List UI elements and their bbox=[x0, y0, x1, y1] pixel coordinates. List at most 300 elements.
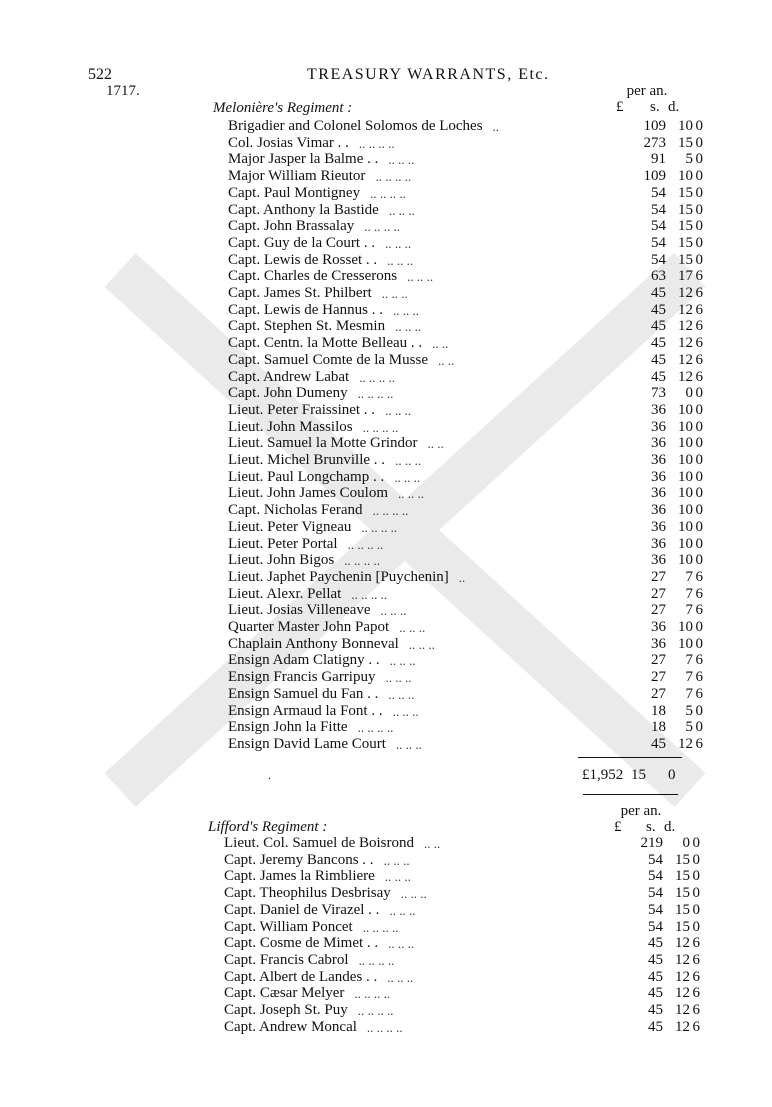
shillings-value: 12 bbox=[675, 1018, 690, 1035]
leader-dots: .. .. bbox=[423, 836, 441, 851]
pounds-value: 18 bbox=[651, 702, 666, 719]
pence-value: 0 bbox=[695, 435, 703, 452]
table-row bbox=[228, 318, 703, 335]
total-rule bbox=[578, 757, 682, 758]
officer-name: Capt. Anthony la Bastide bbox=[228, 201, 379, 218]
shillings-value: 7 bbox=[685, 602, 693, 619]
leader-dots: .. .. .. bbox=[385, 402, 412, 418]
officer-name: Capt. Guy de la Court . . bbox=[228, 234, 376, 251]
table-row bbox=[224, 935, 700, 952]
shillings-value: 10 bbox=[678, 418, 693, 435]
table-row bbox=[228, 585, 703, 603]
leader-dots: .. .. .. .. bbox=[358, 135, 395, 151]
leader-dots: .. .. .. .. bbox=[359, 369, 395, 385]
pence-value: 0 bbox=[695, 401, 703, 418]
shillings-value: 10 bbox=[678, 502, 693, 519]
shillings-value: 12 bbox=[678, 318, 693, 335]
pence-value: 0 bbox=[695, 635, 703, 652]
pounds-value: 36 bbox=[651, 502, 666, 519]
leader-dots: .. .. .. bbox=[407, 269, 434, 285]
leader-dots: .. .. .. .. bbox=[351, 586, 388, 602]
table-row bbox=[228, 435, 703, 452]
officer-name: Lieut. Japhet Paychenin [Puychenin] bbox=[228, 568, 449, 585]
pounds-value: 36 bbox=[651, 552, 666, 569]
table-row bbox=[224, 918, 700, 936]
shillings-value: 15 bbox=[678, 218, 693, 235]
pounds-value: 45 bbox=[651, 301, 666, 318]
table-row bbox=[228, 602, 703, 619]
table-row bbox=[228, 518, 703, 536]
shillings-value: 15 bbox=[678, 251, 693, 268]
shillings-value: 15 bbox=[675, 918, 690, 935]
pence-value: 6 bbox=[692, 935, 700, 952]
officer-name: Lieut. Peter Vigneau bbox=[228, 518, 352, 535]
shillings-value: 10 bbox=[678, 619, 693, 635]
pence-value: 6 bbox=[695, 301, 703, 318]
officer-name: Lieut. Peter Portal bbox=[228, 535, 338, 552]
shillings-value: 12 bbox=[678, 285, 693, 301]
pence-value: 6 bbox=[695, 602, 703, 619]
pounds-value: 63 bbox=[651, 268, 666, 285]
table-row bbox=[224, 1002, 700, 1019]
shillings-value: 12 bbox=[675, 985, 690, 1002]
pounds-value: 54 bbox=[648, 885, 663, 902]
pence-value: 0 bbox=[692, 851, 700, 868]
pounds-value: 45 bbox=[651, 318, 666, 335]
pounds-value: 45 bbox=[648, 1002, 663, 1018]
leader-dots: .. .. .. bbox=[398, 486, 424, 502]
shillings-value: 12 bbox=[678, 301, 693, 318]
pence-value: 0 bbox=[695, 468, 703, 485]
officer-name: Lieut. Col. Samuel de Boisrond bbox=[224, 835, 414, 851]
pounds-value: 54 bbox=[651, 184, 666, 201]
shillings-value: 15 bbox=[678, 201, 693, 218]
table-row bbox=[228, 535, 703, 553]
pounds-value: 54 bbox=[648, 868, 663, 885]
pounds-value: 36 bbox=[651, 485, 666, 502]
per-annum-header: per an. bbox=[626, 83, 668, 99]
leader-dots: .. .. .. bbox=[389, 653, 416, 669]
leader-dots: .. bbox=[492, 119, 500, 134]
pence-value: 0 bbox=[695, 234, 703, 251]
table-row bbox=[228, 351, 703, 369]
table-row bbox=[228, 368, 703, 386]
shillings-value: 10 bbox=[678, 168, 693, 185]
table-row bbox=[228, 184, 703, 202]
pence-value: 6 bbox=[692, 1002, 700, 1018]
table-row bbox=[224, 968, 700, 986]
leader-dots: .. .. .. bbox=[387, 969, 414, 985]
total-pounds: £1,952 bbox=[582, 767, 624, 783]
shillings-value: 10 bbox=[678, 485, 693, 502]
shillings-value: 15 bbox=[675, 868, 690, 885]
separator-rule bbox=[583, 794, 678, 795]
officer-name: Ensign Samuel du Fan . . bbox=[228, 685, 379, 702]
pounds-value: 45 bbox=[651, 735, 666, 752]
officer-name: Capt. Cæsar Melyer bbox=[224, 985, 345, 1002]
shillings-value: 7 bbox=[685, 652, 693, 669]
pounds-value: 27 bbox=[651, 669, 666, 686]
officer-name: Col. Josias Vimar . . bbox=[228, 134, 349, 151]
officer-name: Major Jasper la Balme . . bbox=[228, 151, 379, 168]
pounds-value: 54 bbox=[651, 218, 666, 235]
officer-name: Capt. Daniel de Virazel . . bbox=[224, 901, 380, 918]
pounds-value: 36 bbox=[651, 452, 666, 468]
pence-value: 0 bbox=[692, 835, 700, 851]
officer-name: Capt. Charles de Cresserons bbox=[228, 268, 398, 285]
pounds-value: 109 bbox=[643, 118, 666, 134]
shillings-header-2: s. bbox=[646, 819, 656, 835]
leader-dots: .. .. .. .. bbox=[357, 720, 394, 736]
shillings-value: 5 bbox=[685, 719, 693, 736]
officer-name: Capt. William Poncet bbox=[224, 918, 353, 935]
pence-value: 6 bbox=[695, 568, 703, 585]
leader-dots: .. .. .. bbox=[394, 469, 421, 485]
shillings-value: 5 bbox=[685, 151, 693, 168]
page-number: 522 bbox=[88, 66, 112, 83]
pounds-value: 36 bbox=[651, 518, 666, 535]
officer-name: Capt. Centn. la Motte Belleau . . bbox=[228, 335, 423, 352]
table-row bbox=[224, 951, 700, 969]
officer-name: Capt. Albert de Landes . . bbox=[224, 968, 378, 985]
table-row bbox=[228, 418, 703, 436]
table-row bbox=[228, 335, 703, 352]
leader-dots: .. .. .. .. bbox=[347, 536, 384, 552]
officer-name: Ensign David Lame Court bbox=[228, 735, 386, 752]
officer-name: Capt. Paul Montigney bbox=[228, 184, 361, 201]
leader-dots: .. .. .. bbox=[400, 886, 427, 902]
pounds-value: 27 bbox=[651, 585, 666, 602]
table-row bbox=[228, 234, 703, 252]
leader-dots: .. .. .. .. bbox=[375, 169, 412, 185]
officer-name: Lieut. John Massilos bbox=[228, 418, 353, 435]
leader-dots: .. .. .. .. bbox=[344, 553, 381, 569]
pence-value: 0 bbox=[695, 151, 703, 168]
table-row bbox=[228, 118, 703, 135]
officer-name: Chaplain Anthony Bonneval bbox=[228, 635, 399, 652]
pence-value: 0 bbox=[695, 502, 703, 519]
shillings-value: 10 bbox=[678, 518, 693, 535]
pence-value: 6 bbox=[695, 351, 703, 368]
leader-dots: .. .. .. bbox=[384, 869, 411, 885]
leader-dots: .. .. .. .. bbox=[370, 185, 406, 201]
pounds-value: 36 bbox=[651, 401, 666, 418]
shillings-value: 15 bbox=[678, 134, 693, 151]
pounds-value: 91 bbox=[651, 151, 666, 168]
shillings-value: 12 bbox=[678, 735, 693, 752]
leader-dots: .. .. .. .. bbox=[357, 1003, 394, 1018]
leader-dots: .. .. .. bbox=[381, 286, 408, 301]
table-row bbox=[228, 568, 703, 586]
shillings-value: 10 bbox=[678, 535, 693, 552]
pence-header-2: d. bbox=[664, 819, 676, 835]
officer-name: Ensign John la Fitte bbox=[228, 719, 348, 736]
officer-name: Lieut. John Bigos bbox=[228, 552, 335, 569]
leader-dots: .. .. .. bbox=[388, 686, 415, 702]
leader-dots: .. .. .. bbox=[395, 453, 422, 468]
shillings-value: 15 bbox=[675, 885, 690, 902]
shillings-value: 12 bbox=[675, 968, 690, 985]
pounds-value: 45 bbox=[648, 951, 663, 968]
pounds-value: 36 bbox=[651, 619, 666, 635]
pounds-value: 54 bbox=[648, 918, 663, 935]
pence-value: 0 bbox=[695, 518, 703, 535]
leader-dots: .. .. .. bbox=[387, 252, 414, 268]
pounds-header: £ bbox=[616, 99, 624, 115]
officer-name: Lieut. Peter Fraissinet . . bbox=[228, 401, 376, 418]
pence-value: 0 bbox=[695, 535, 703, 552]
shillings-value: 7 bbox=[685, 585, 693, 602]
table-row bbox=[228, 735, 703, 753]
shillings-value: 5 bbox=[685, 702, 693, 719]
shillings-value: 10 bbox=[678, 435, 693, 452]
officer-name: Capt. James la Rimbliere bbox=[224, 868, 375, 885]
leader-dots: .. .. .. bbox=[388, 152, 415, 168]
pounds-value: 27 bbox=[651, 685, 666, 702]
officer-name: Lieut. Paul Longchamp . . bbox=[228, 468, 385, 485]
pence-value: 0 bbox=[692, 868, 700, 885]
officer-name: Brigadier and Colonel Solomos de Loches bbox=[228, 118, 483, 134]
table-row bbox=[224, 901, 700, 919]
pounds-header-2: £ bbox=[614, 819, 622, 835]
pounds-value: 54 bbox=[651, 251, 666, 268]
pounds-value: 36 bbox=[651, 468, 666, 485]
officer-name: Lieut. Samuel la Motte Grindor bbox=[228, 435, 418, 452]
leader-dots: .. .. .. bbox=[383, 852, 410, 868]
shillings-value: 15 bbox=[678, 184, 693, 201]
table-row bbox=[228, 552, 703, 569]
officer-name: Capt. Lewis de Rosset . . bbox=[228, 251, 378, 268]
shillings-value: 15 bbox=[675, 851, 690, 868]
leader-dots: .. .. .. bbox=[392, 302, 419, 318]
officer-name: Capt. Cosme de Mimet . . bbox=[224, 935, 379, 952]
table-row bbox=[228, 635, 703, 653]
total-pence: 0 bbox=[668, 767, 676, 783]
pounds-value: 27 bbox=[651, 652, 666, 669]
pence-value: 6 bbox=[695, 735, 703, 752]
officer-name: Capt. John Dumeny bbox=[228, 385, 348, 402]
shillings-value: 12 bbox=[678, 368, 693, 385]
pence-value: 0 bbox=[692, 885, 700, 902]
table-row bbox=[228, 218, 703, 235]
leader-dots: .. .. .. .. bbox=[357, 386, 394, 402]
shillings-value: 7 bbox=[685, 685, 693, 702]
leader-dots: .. .. .. .. bbox=[362, 419, 399, 435]
pounds-value: 45 bbox=[651, 351, 666, 368]
leader-dots: .. .. .. .. bbox=[358, 952, 395, 968]
officer-name: Lieut. John James Coulom bbox=[228, 485, 388, 502]
table-row bbox=[228, 485, 703, 502]
officer-name: Capt. Theophilus Desbrisay bbox=[224, 885, 391, 902]
leader-dots: .. bbox=[458, 569, 466, 585]
pounds-value: 273 bbox=[643, 134, 666, 151]
leader-dots: .. .. .. bbox=[395, 736, 422, 752]
leader-dots: .. .. .. bbox=[380, 603, 407, 619]
leader-dots: .. .. .. .. bbox=[354, 986, 391, 1002]
table-row bbox=[228, 268, 703, 285]
table-row bbox=[228, 685, 703, 703]
officer-name: Capt. Francis Cabrol bbox=[224, 951, 349, 968]
pence-value: 6 bbox=[695, 685, 703, 702]
pence-value: 6 bbox=[692, 968, 700, 985]
table-row bbox=[228, 719, 703, 736]
table-row bbox=[224, 1018, 700, 1036]
pence-value: 0 bbox=[695, 201, 703, 218]
pounds-value: 54 bbox=[648, 851, 663, 868]
officer-name: Capt. Andrew Labat bbox=[228, 368, 350, 385]
shillings-value: 15 bbox=[675, 901, 690, 918]
officer-name: Capt. Jeremy Bancons . . bbox=[224, 851, 374, 868]
leader-dots: .. .. .. bbox=[388, 202, 415, 218]
pence-value: 6 bbox=[695, 669, 703, 686]
pounds-value: 45 bbox=[648, 935, 663, 952]
officer-name: Capt. Stephen St. Mesmin bbox=[228, 318, 386, 335]
pounds-value: 54 bbox=[648, 901, 663, 918]
table-row bbox=[228, 652, 703, 669]
leader-dots: .. .. .. .. bbox=[372, 503, 409, 519]
pounds-value: 54 bbox=[651, 234, 666, 251]
pounds-value: 27 bbox=[651, 602, 666, 619]
table-row bbox=[228, 301, 703, 319]
pence-value: 0 bbox=[695, 452, 703, 468]
total-mark: . bbox=[268, 768, 271, 782]
table-row bbox=[228, 502, 703, 519]
officer-name: Capt. Lewis de Hannus . . bbox=[228, 301, 383, 318]
running-head: TREASURY WARRANTS, Etc. bbox=[307, 66, 550, 83]
table-row bbox=[228, 468, 703, 486]
pence-value: 6 bbox=[695, 285, 703, 301]
shillings-value: 0 bbox=[685, 385, 693, 402]
leader-dots: .. .. .. bbox=[389, 902, 416, 918]
shillings-value: 10 bbox=[678, 635, 693, 652]
per-annum-header-2: per an. bbox=[620, 803, 662, 819]
regiment-title: Melonière's Regiment : bbox=[213, 100, 353, 116]
shillings-value: 10 bbox=[678, 552, 693, 569]
table-row bbox=[228, 452, 703, 469]
leader-dots: .. .. .. bbox=[385, 670, 412, 686]
shillings-value: 0 bbox=[682, 835, 690, 851]
pounds-value: 45 bbox=[651, 285, 666, 301]
officer-name: Capt. Nicholas Ferand bbox=[228, 502, 363, 519]
leader-dots: .. .. .. .. bbox=[361, 519, 398, 535]
shillings-value: 12 bbox=[675, 935, 690, 952]
pence-header: d. bbox=[668, 99, 680, 115]
officer-name: Lieut. Josias Villeneave bbox=[228, 602, 371, 619]
shillings-value: 10 bbox=[678, 468, 693, 485]
pence-value: 0 bbox=[695, 218, 703, 235]
pounds-value: 54 bbox=[651, 201, 666, 218]
officer-name: Quarter Master John Papot bbox=[228, 619, 390, 635]
shillings-value: 12 bbox=[678, 351, 693, 368]
table-row bbox=[228, 168, 703, 185]
officer-name: Ensign Francis Garripuy bbox=[228, 669, 376, 686]
pence-value: 0 bbox=[695, 702, 703, 719]
leader-dots: .. .. .. bbox=[395, 319, 422, 335]
officer-name: Capt. Andrew Moncal bbox=[224, 1018, 357, 1035]
shillings-value: 15 bbox=[678, 234, 693, 251]
pence-value: 0 bbox=[695, 118, 703, 134]
pounds-value: 73 bbox=[651, 385, 666, 402]
leader-dots: .. .. .. bbox=[392, 703, 419, 719]
pence-value: 6 bbox=[692, 1018, 700, 1035]
leader-dots: .. .. .. bbox=[385, 235, 412, 251]
table-row bbox=[228, 251, 703, 269]
pence-value: 0 bbox=[695, 385, 703, 402]
shillings-value: 7 bbox=[685, 669, 693, 686]
pence-value: 0 bbox=[695, 134, 703, 151]
pence-value: 6 bbox=[695, 318, 703, 335]
pence-value: 6 bbox=[695, 585, 703, 602]
shillings-header: s. bbox=[650, 99, 660, 115]
table-row bbox=[224, 851, 700, 869]
pence-value: 0 bbox=[695, 552, 703, 569]
table-row bbox=[228, 385, 703, 402]
table-row bbox=[228, 285, 703, 302]
pence-value: 0 bbox=[695, 184, 703, 201]
leader-dots: .. .. .. bbox=[388, 936, 415, 952]
table-row bbox=[228, 669, 703, 686]
pence-value: 0 bbox=[695, 418, 703, 435]
officer-name: Capt. Samuel Comte de la Musse bbox=[228, 351, 428, 368]
pounds-value: 45 bbox=[651, 335, 666, 352]
shillings-value: 12 bbox=[675, 951, 690, 968]
table-row bbox=[224, 835, 700, 852]
table-row bbox=[224, 985, 700, 1002]
pounds-value: 109 bbox=[643, 168, 666, 185]
pounds-value: 36 bbox=[651, 418, 666, 435]
leader-dots: .. .. bbox=[427, 436, 444, 452]
pence-value: 6 bbox=[692, 951, 700, 968]
pence-value: 0 bbox=[695, 485, 703, 502]
pence-value: 6 bbox=[695, 335, 703, 352]
officer-name: Major William Rieutor bbox=[228, 168, 366, 185]
pence-value: 0 bbox=[692, 901, 700, 918]
table-row bbox=[228, 619, 703, 636]
shillings-value: 12 bbox=[678, 335, 693, 352]
table-row bbox=[228, 401, 703, 419]
pence-value: 6 bbox=[692, 985, 700, 1002]
officer-name: Ensign Adam Clatigny . . bbox=[228, 652, 380, 669]
margin-year: 1717. bbox=[106, 83, 140, 99]
shillings-value: 17 bbox=[678, 268, 693, 285]
pounds-value: 36 bbox=[651, 435, 666, 452]
officer-name: Capt. James St. Philbert bbox=[228, 285, 372, 301]
leader-dots: .. .. .. .. bbox=[364, 219, 400, 235]
table-row bbox=[228, 702, 703, 720]
pounds-value: 219 bbox=[640, 835, 663, 851]
pence-value: 0 bbox=[692, 918, 700, 935]
leader-dots: .. .. bbox=[432, 336, 449, 352]
leader-dots: .. .. .. bbox=[399, 620, 426, 635]
officer-name: Capt. John Brassalay bbox=[228, 218, 355, 235]
shillings-value: 10 bbox=[678, 452, 693, 468]
pounds-value: 36 bbox=[651, 635, 666, 652]
shillings-value: 12 bbox=[675, 1002, 690, 1018]
leader-dots: .. .. .. bbox=[408, 636, 435, 652]
pence-value: 6 bbox=[695, 368, 703, 385]
pounds-value: 45 bbox=[651, 368, 666, 385]
officer-name: Lieut. Alexr. Pellat bbox=[228, 585, 342, 602]
leader-dots: .. .. .. .. bbox=[362, 919, 399, 935]
pounds-value: 36 bbox=[651, 535, 666, 552]
shillings-value: 10 bbox=[678, 118, 693, 134]
pence-value: 0 bbox=[695, 251, 703, 268]
pounds-value: 45 bbox=[648, 968, 663, 985]
pence-value: 0 bbox=[695, 719, 703, 736]
leader-dots: .. .. .. .. bbox=[366, 1019, 403, 1035]
officer-name: Ensign Armaud la Font . . bbox=[228, 702, 383, 719]
table-row bbox=[228, 134, 703, 152]
